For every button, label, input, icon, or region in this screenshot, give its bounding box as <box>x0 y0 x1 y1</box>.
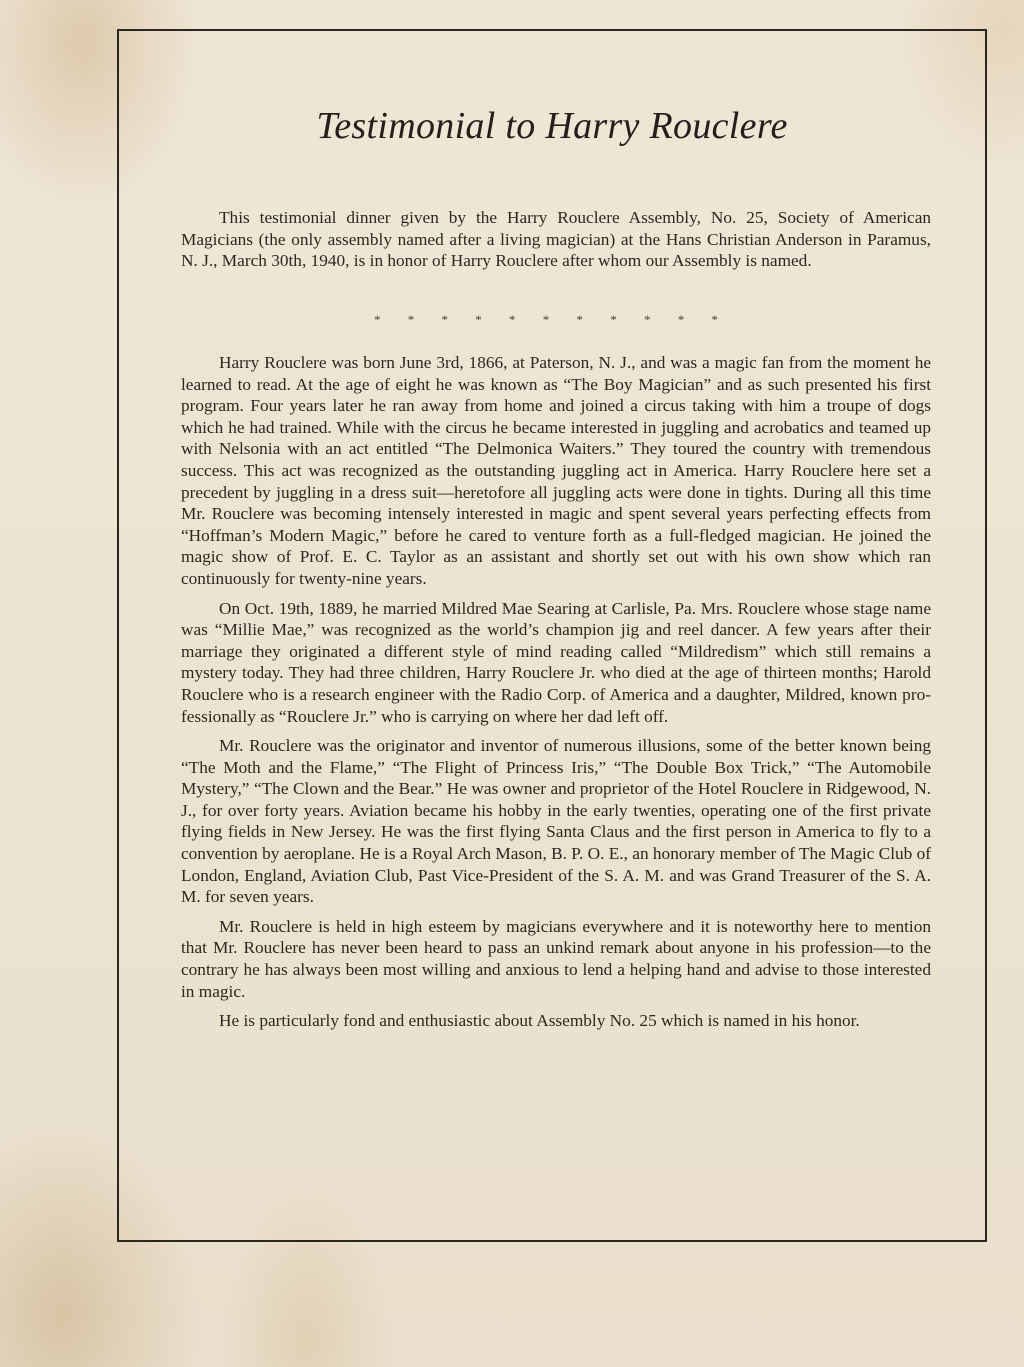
biography-paragraph-closing: He is particularly fond and enthusiastic about Assembly No. 25 which is named in his honor. <box>219 1011 860 1031</box>
biography-paragraph-illusions: Mr. Rouclere was the originator and inventor of numerous illusions, some of the better known being “The Moth and the Flame,” “The Flight of Princess Iris,” “The Double Box Trick,” “The Automobile Mystery,” “The Clown and the Bear.” He was owner and proprietor of the Hotel Rouclere in Ridgewood, N. J., for over forty years. Aviation became his hobby in the early twenties, operating one of the first private flying fields in New Jersey. He was the first flying Santa Claus and the first person in America to fly to a convention by aeroplane. He is a Royal Arch Mason, B. P. O. E., an honorary member of The Magic Club of London, England, Aviation Club, Past Vice-President of the S. A. M. and was Grand Treasurer of the S. A. M. for seven years. <box>181 736 931 907</box>
intro-section <box>181 207 931 280</box>
biography-paragraph-early-life: Harry Rouclere was born June 3rd, 1866, at Paterson, N. J., and was a magic fan from the moment he learned to read. At the age of eight he was known as “The Boy Magician” and as such presented his first program. Four years later he ran away from home and joined a circus taking with him a troupe of dogs which he had trained. While with the circus he became interested in juggling and acrobatics and teamed up with Nelsonia with an act entitled “The Delmonica Waiters.” They toured the country with tremendous success. This act was recognized as the outstanding juggling act in America. Harry Rouclere here set a precedent by juggling in a dress suit—heretofore all juggling acts were done in tights. During all this time Mr. Rouclere was becoming intensely interested in magic and spent several years perfecting effects from “Hoffman’s Modern Magic,” before he cared to venture forth as a full-fledged magician. He joined the magic show of Prof. E. C. Taylor as an assistant and shortly set out with his own show which ran continuously for twenty-nine years. <box>181 353 931 588</box>
biography-paragraph-marriage: On Oct. 19th, 1889, he married Mildred Mae Searing at Carlisle, Pa. Mrs. Rouclere whose stage name was “Millie Mae,” was recognized as the world’s champion jig and reel dancer. A few years after their marriage they originated a different style of mind reading called “Mildredism” which still remains a mystery today. They had three children, Harry Rouclere Jr. who died at the age of thirteen months; Harold Rouclere who is a research engineer with the Radio Corp. of America and a daughter, Mildred, known professionally as “Rouclere Jr.” who is carrying on where her dad left off. <box>181 598 931 726</box>
biography-paragraph-esteem: Mr. Rouclere is held in high esteem by magicians everywhere and it is noteworthy here to mention that Mr. Rouclere has never been heard to pass an unkind remark about anyone in his profession—to the contrary he has always been most willing and anxious to lend a helping hand and advise to those interested in magic. <box>181 916 931 1001</box>
asterisk-separator: * * * * * * * * * * * <box>374 312 730 327</box>
biography-section <box>181 352 931 1040</box>
page-title: Testimonial to Harry Rouclere <box>316 105 788 147</box>
intro-paragraph: This testimonial dinner given by the Harry Rouclere Assembly, No. 25, Society of American Magicians (the only assembly named after a living magician) at the Hans Christian Anderson in Paramus, N. J., March 30th, 1940, is in honor of Harry Rouclere after whom our Assembly is named. <box>181 208 931 271</box>
